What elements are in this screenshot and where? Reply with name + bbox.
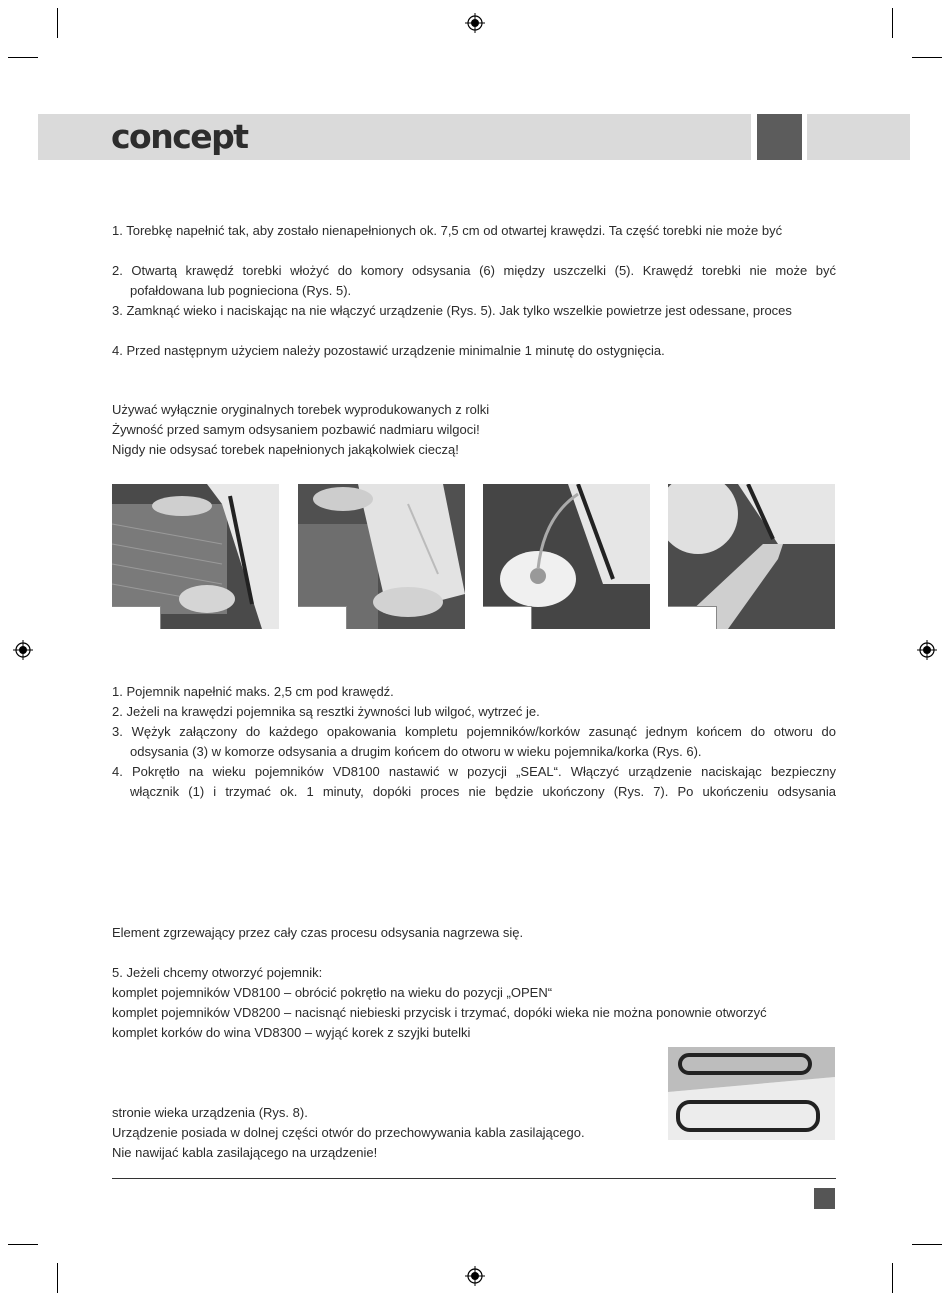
header-accent-block [757,114,802,160]
registration-crosshair-icon [465,13,485,33]
crop-mark [912,57,942,58]
container-step-2: 2. Jeżeli na krawędzi pojemnika są resztki żywności lub wilgoć, wytrzeć je. [112,704,540,719]
container-step-3: 3. Wężyk załączony do każdego opakowania kompletu pojemników/korków zasunąć jednym końcem do otworu do [112,724,836,739]
page-marker [814,1188,835,1209]
bag-step-2-cont: pofałdowana lub pognieciona (Rys. 5). [130,283,352,298]
registration-crosshair-icon [13,640,33,660]
figure-label-box [112,606,161,629]
bag-step-4: 4. Przed następnym użyciem należy pozostawić urządzenie minimalnie 1 minutę do ostygnięcia. [112,343,665,358]
storage-line: Urządzenie posiada w dolnej części otwór do przechowywania kabla zasilającego. [112,1125,585,1140]
bag-step-2: 2. Otwartą krawędź torebki włożyć do komory odsysania (6) między uszczelki (5). Krawędź torebki nie może być [112,263,836,278]
registration-crosshair-icon [465,1266,485,1286]
container-step-1: 1. Pojemnik napełnić maks. 2,5 cm pod krawędź. [112,684,394,699]
storage-line: Nie nawijać kabla zasilającego na urządzenie! [112,1145,378,1160]
bag-step-1: 1. Torebkę napełnić tak, aby zostało nienapełnionych ok. 7,5 cm od otwartej krawędzi. Ta część torebki nie może być [112,223,783,238]
crop-mark [892,1263,893,1293]
crop-mark [8,57,38,58]
figure-label-box [483,606,532,629]
figure-label-box [298,606,347,629]
warning-line: Używać wyłącznie oryginalnych torebek wyprodukowanych z rolki [112,402,490,417]
figure-photo-press-button [668,484,835,629]
warning-line: Żywność przed samym odsysaniem pozbawić nadmiaru wilgoci! [112,422,480,437]
footer-rule [112,1178,836,1179]
storage-line: stronie wieka urządzenia (Rys. 8). [112,1105,308,1120]
figure-photo-lid-close [298,484,465,629]
crop-mark [57,8,58,38]
warning-line: Nigdy nie odsysać torebek napełnionych jakąkolwiek cieczą! [112,442,459,457]
heating-note: Element zgrzewający przez cały czas procesu odsysania nagrzewa się. [112,925,524,940]
open-instructions-line: komplet korków do wina VD8300 – wyjąć korek z szyjki butelki [112,1025,471,1040]
open-instructions-line: komplet pojemników VD8200 – nacisnąć niebieski przycisk i trzymać, dopóki wieka nie można ponownie otworzyć [112,1005,767,1020]
container-step-4: 4. Pokrętło na wieku pojemników VD8100 nastawić w pozycji „SEAL“. Włączyć urządzenie naciskając bezpieczny [112,764,836,779]
figure-photo-container-hose [483,484,650,629]
crop-mark [8,1244,38,1245]
container-step-3-cont: odsysania (3) w komorze odsysania a drugim końcem do otworu w wieku pojemnika/korka (Rys. 6). [130,744,702,759]
open-instructions-heading: 5. Jeżeli chcemy otworzyć pojemnik: [112,965,323,980]
crop-mark [57,1263,58,1293]
container-step-4-cont: włącznik (1) i trzymać ok. 1 minuty, dopóki proces nie będzie ukończony (Rys. 7). Po ukończeniu odsysania [130,784,836,799]
registration-crosshair-icon [917,640,937,660]
bag-step-3: 3. Zamknąć wieko i naciskając na nie włączyć urządzenie (Rys. 5). Jak tylko wszelkie powietrze jest odessane, proces [112,303,792,318]
figure-photo-bag-insert [112,484,279,629]
crop-mark [892,8,893,38]
crop-mark [912,1244,942,1245]
header-band-right [807,114,910,160]
figure-label-box [668,606,717,629]
brand-logo: concept [111,117,248,156]
open-instructions-line: komplet pojemników VD8100 – obrócić pokrętło na wieku do pozycji „OPEN“ [112,985,553,1000]
